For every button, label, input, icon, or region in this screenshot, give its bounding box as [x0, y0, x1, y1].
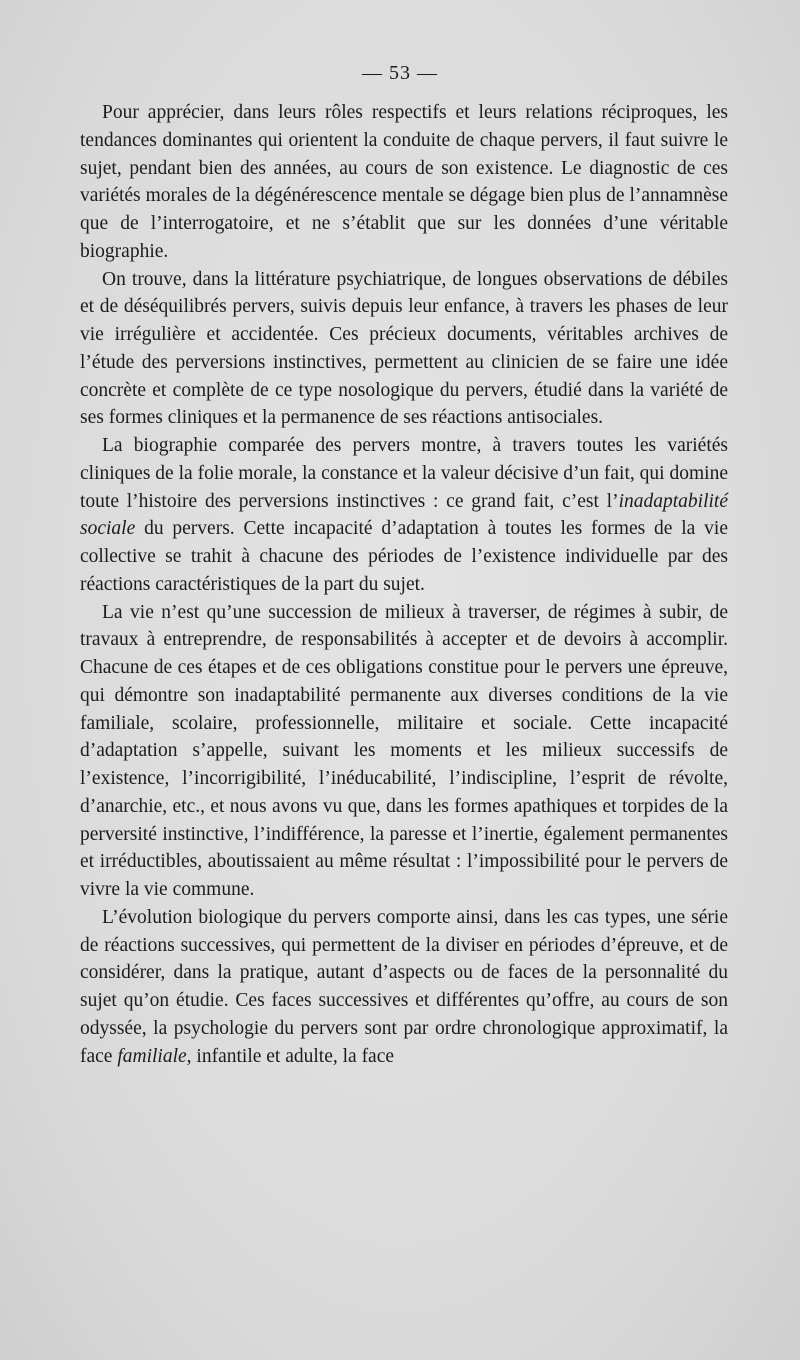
- paragraph-3-text-end: du pervers. Cette incapacité d’adaptation à toutes les formes de la vie collective se trahit à chacune des périodes de l’existence individuelle par des réactions caractéristiques de la part du sujet.: [80, 518, 728, 595]
- paragraph-5-text-end: , infantile et adulte, la face: [186, 1045, 395, 1067]
- paragraph-1: [80, 99, 728, 266]
- paragraph-3-text-start: La biographie comparée des pervers montre, à travers toutes les variétés cliniques de la folie morale, la constance et la valeur décisive d’un fait, qui domine toute l’histoire des perversions instinctives : ce grand fait, c’est l’: [80, 435, 728, 512]
- paragraph-4-text: La vie n’est qu’une succession de milieux à traverser, de régimes à subir, de travaux à entreprendre, de responsabilités à accepter et de devoirs à accomplir. Chacune de ces étapes et de ces obligations constitue pour le pervers une épreuve, qui démontre son inadaptabilité permanente aux diverses conditions de la vie familiale, scolaire, professionnelle, militaire et sociale. Cette incapacité d’adaptation s’appelle, suivant les moments et les milieux successifs de l’existence, l’incorrigibilité, l’inéducabilité, l’indiscipline, l’esprit de révolte, d’anarchie, etc., et nous avons vu que, dans les formes apathiques et torpides de la perversité instinctive, l’indifférence, la paresse et l’inertie, également permanentes et irréductibles, aboutissaient au même résultat : l’impossibilité pour le pervers de vivre la vie commune.: [80, 601, 728, 900]
- paragraph-2: [80, 266, 728, 433]
- italic-term-familiale: familiale: [117, 1045, 187, 1067]
- page-number: — 53 —: [362, 62, 438, 84]
- paragraph-2-text: On trouve, dans la littérature psychiatrique, de longues observations de débiles et de déséquilibrés pervers, suivis depuis leur enfance, à travers les phases de leur vie irrégulière et accidentée. Ces précieux documents, véritables archives de l’étude des perversions instinctives, permettent au clinicien de se faire une idée concrète et complète de ce type nosologique du pervers, étudié dans la variété de ses formes cliniques et la permanence de ses réactions antisociales.: [80, 268, 728, 429]
- paragraph-4: [80, 599, 728, 904]
- paragraph-5: [80, 904, 728, 1071]
- paragraph-1-text: Pour apprécier, dans leurs rôles respectifs et leurs relations réciproques, les tendances dominantes qui orientent la conduite de chaque pervers, il faut suivre le sujet, pendant bien des années, au cours de son existence. Le diagnostic de ces variétés morales de la dégénérescence mentale se dégage bien plus de l’annamnèse que de l’interrogatoire, et ne s’établit que sur les données d’une véritable biographie.: [80, 102, 728, 262]
- paragraph-3: [80, 432, 728, 599]
- body-text: [80, 99, 728, 1070]
- paragraph-5-text-start: L’évolution biologique du pervers comporte ainsi, dans les cas types, une série de réactions successives, qui permettent de la diviser en périodes d’épreuve, et de considérer, dans la pratique, autant d’aspects ou de faces de la personnalité du sujet qu’on étudie. Ces faces successives et différentes qu’offre, au cours de son odyssée, la psychologie du pervers sont par ordre chronologique approximatif, la face: [80, 906, 728, 1067]
- italic-term-inadaptabilite: inadaptabilité sociale: [80, 490, 728, 540]
